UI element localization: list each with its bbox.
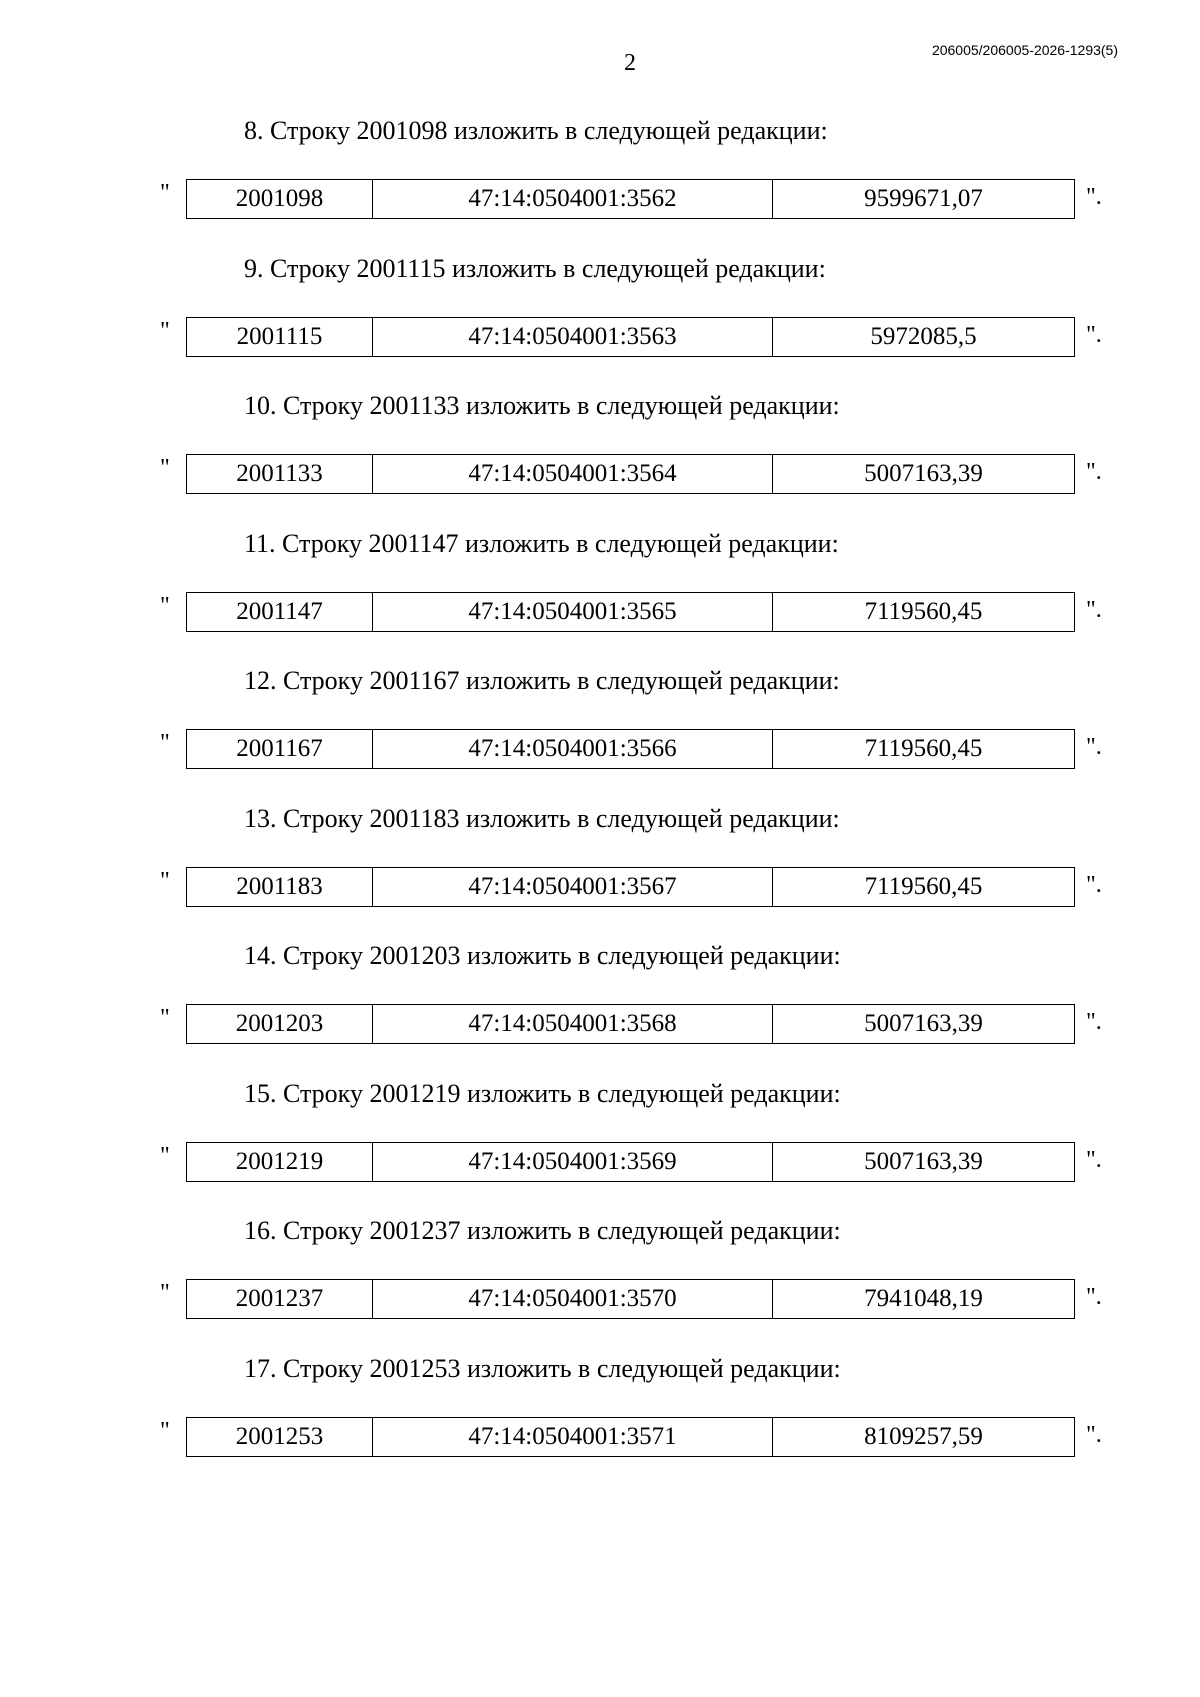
amendment-heading: 16. Строку 2001237 изложить в следующей редакции: bbox=[244, 1216, 841, 1245]
amendment-row-table bbox=[186, 1417, 1075, 1457]
cadastral-number-cell: 47:14:0504001:3571 bbox=[373, 1417, 773, 1456]
value-cell: 7119560,45 bbox=[773, 592, 1075, 631]
quote-close: ". bbox=[1086, 871, 1102, 898]
row-code-cell: 2001183 bbox=[187, 867, 373, 906]
table-row bbox=[187, 317, 1075, 356]
cadastral-number-cell: 47:14:0504001:3562 bbox=[373, 180, 773, 219]
quote-open: " bbox=[160, 317, 170, 344]
quote-open: " bbox=[160, 592, 170, 619]
cadastral-number-cell: 47:14:0504001:3563 bbox=[373, 317, 773, 356]
amendment-item bbox=[0, 247, 1200, 385]
amendment-heading: 15. Строку 2001219 изложить в следующей редакции: bbox=[244, 1078, 841, 1108]
quote-open: " bbox=[160, 1280, 170, 1306]
table-row bbox=[187, 1417, 1075, 1456]
amendment-row-table bbox=[186, 317, 1075, 357]
table-row bbox=[187, 1005, 1075, 1044]
amendment-item bbox=[0, 109, 1200, 247]
amendment-item bbox=[0, 1347, 1200, 1485]
quote-close: ". bbox=[1086, 1009, 1102, 1035]
cadastral-number-cell: 47:14:0504001:3567 bbox=[373, 867, 773, 906]
quote-open: " bbox=[160, 1417, 170, 1444]
row-code-cell: 2001203 bbox=[187, 1005, 373, 1044]
amendment-item bbox=[0, 1209, 1200, 1347]
amendment-heading: 8. Строку 2001098 изложить в следующей редакции: bbox=[244, 116, 828, 145]
cadastral-number-cell: 47:14:0504001:3566 bbox=[373, 730, 773, 769]
value-cell: 7941048,19 bbox=[773, 1280, 1075, 1319]
amendment-row-table bbox=[186, 179, 1075, 219]
value-cell: 5972085,5 bbox=[773, 317, 1075, 356]
amendment-item bbox=[0, 384, 1200, 522]
amendment-row-table bbox=[186, 867, 1075, 907]
amendment-item bbox=[0, 934, 1200, 1072]
amendment-item bbox=[0, 797, 1200, 935]
value-cell: 9599671,07 bbox=[773, 180, 1075, 219]
row-code-cell: 2001115 bbox=[187, 317, 373, 356]
quote-open: " bbox=[160, 180, 170, 206]
amendment-list bbox=[0, 109, 1200, 1484]
quote-close: ". bbox=[1086, 1421, 1102, 1448]
amendment-row-table bbox=[186, 1142, 1075, 1182]
quote-close: ". bbox=[1086, 1284, 1102, 1310]
amendment-row-table bbox=[186, 592, 1075, 632]
row-code-cell: 2001237 bbox=[187, 1280, 373, 1319]
quote-open: " bbox=[160, 730, 170, 756]
page-number: 2 bbox=[624, 50, 636, 76]
cadastral-number-cell: 47:14:0504001:3569 bbox=[373, 1142, 773, 1181]
quote-close: ". bbox=[1086, 459, 1102, 485]
table-row bbox=[187, 1142, 1075, 1181]
row-code-cell: 2001167 bbox=[187, 730, 373, 769]
value-cell: 7119560,45 bbox=[773, 867, 1075, 906]
amendment-heading: 11. Строку 2001147 изложить в следующей редакции: bbox=[244, 528, 839, 558]
amendment-heading: 14. Строку 2001203 изложить в следующей редакции: bbox=[244, 941, 841, 970]
value-cell: 7119560,45 bbox=[773, 730, 1075, 769]
document-id: 206005/206005-2026-1293(5) bbox=[931, 42, 1118, 58]
row-code-cell: 2001133 bbox=[187, 455, 373, 494]
quote-open: " bbox=[160, 867, 170, 894]
row-code-cell: 2001098 bbox=[187, 180, 373, 219]
quote-open: " bbox=[160, 1142, 170, 1169]
amendment-row-table bbox=[186, 1004, 1075, 1044]
amendment-row-table bbox=[186, 1279, 1075, 1319]
table-row bbox=[187, 730, 1075, 769]
value-cell: 5007163,39 bbox=[773, 1142, 1075, 1181]
quote-close: ". bbox=[1086, 1146, 1102, 1173]
amendment-row-table bbox=[186, 454, 1075, 494]
row-code-cell: 2001147 bbox=[187, 592, 373, 631]
value-cell: 5007163,39 bbox=[773, 455, 1075, 494]
cadastral-number-cell: 47:14:0504001:3565 bbox=[373, 592, 773, 631]
table-row bbox=[187, 1280, 1075, 1319]
amendment-item bbox=[0, 522, 1200, 660]
amendment-heading: 13. Строку 2001183 изложить в следующей редакции: bbox=[244, 803, 840, 833]
quote-open: " bbox=[160, 1005, 170, 1031]
row-code-cell: 2001253 bbox=[187, 1417, 373, 1456]
quote-close: ". bbox=[1086, 596, 1102, 623]
table-row bbox=[187, 867, 1075, 906]
quote-close: ". bbox=[1086, 734, 1102, 760]
quote-close: ". bbox=[1086, 321, 1102, 348]
quote-open: " bbox=[160, 455, 170, 481]
value-cell: 8109257,59 bbox=[773, 1417, 1075, 1456]
cadastral-number-cell: 47:14:0504001:3568 bbox=[373, 1005, 773, 1044]
amendment-heading: 12. Строку 2001167 изложить в следующей редакции: bbox=[244, 666, 840, 695]
table-row bbox=[187, 180, 1075, 219]
amendment-item bbox=[0, 659, 1200, 797]
value-cell: 5007163,39 bbox=[773, 1005, 1075, 1044]
quote-close: ". bbox=[1086, 184, 1102, 210]
amendment-heading: 10. Строку 2001133 изложить в следующей редакции: bbox=[244, 391, 840, 420]
cadastral-number-cell: 47:14:0504001:3570 bbox=[373, 1280, 773, 1319]
row-code-cell: 2001219 bbox=[187, 1142, 373, 1181]
amendment-row-table bbox=[186, 729, 1075, 769]
cadastral-number-cell: 47:14:0504001:3564 bbox=[373, 455, 773, 494]
table-row bbox=[187, 592, 1075, 631]
amendment-heading: 9. Строку 2001115 изложить в следующей редакции: bbox=[244, 253, 826, 283]
table-row bbox=[187, 455, 1075, 494]
amendment-item bbox=[0, 1072, 1200, 1210]
amendment-heading: 17. Строку 2001253 изложить в следующей редакции: bbox=[244, 1353, 841, 1383]
